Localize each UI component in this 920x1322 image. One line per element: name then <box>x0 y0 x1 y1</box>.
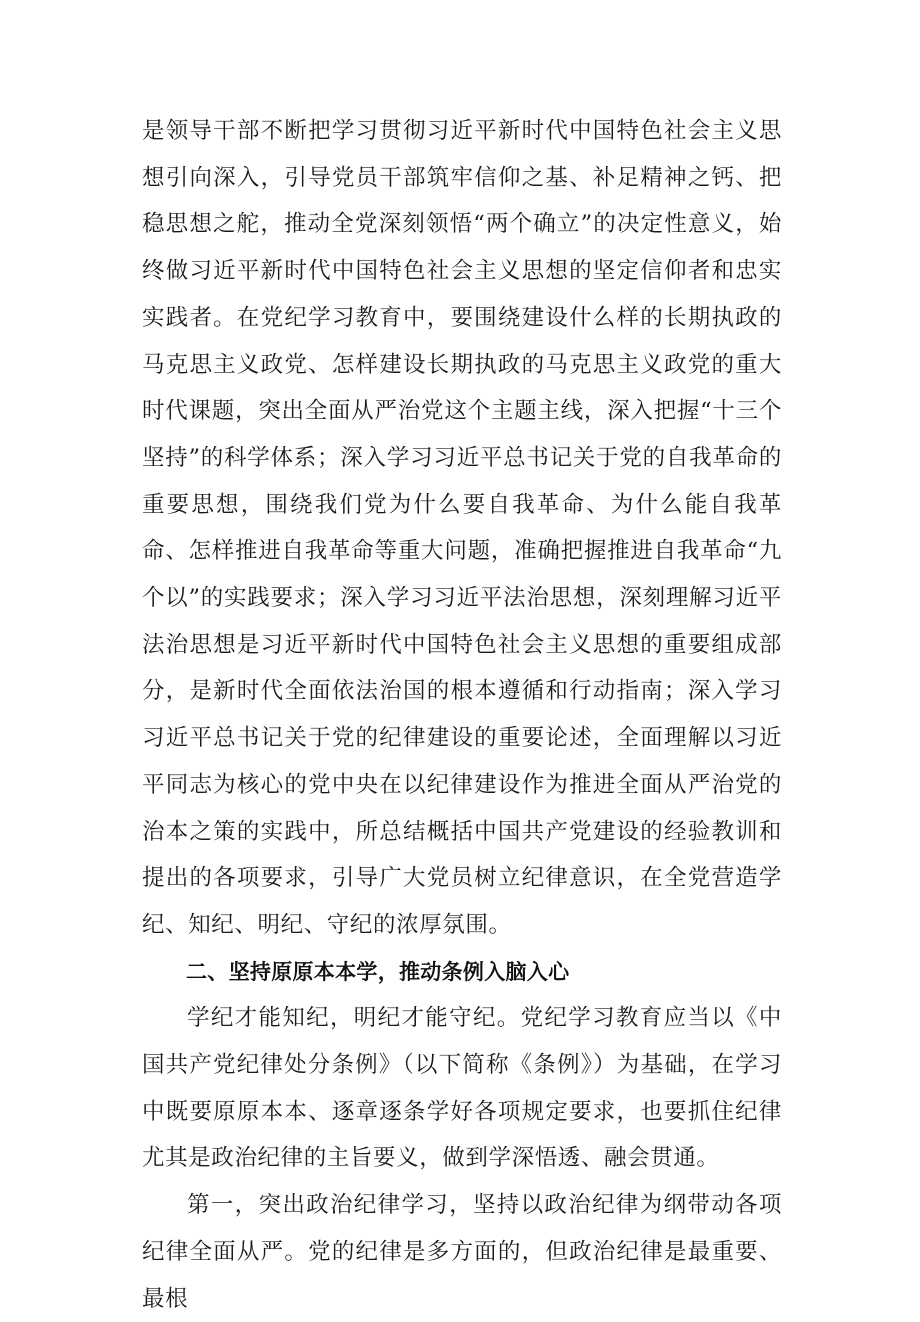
paragraph: 第一，突出政治纪律学习，坚持以政治纪律为纲带动各项纪律全面从严。党的纪律是多方面的，但政治纪律是最重要、最根 <box>142 1192 782 1312</box>
document-body <box>142 108 782 1322</box>
paragraph-continued: 是领导干部不断把学习贯彻习近平新时代中国特色社会主义思想引向深入，引导党员干部筑牢信仰之基、补足精神之钙、把稳思想之舵，推动全党深刻领悟“两个确立”的决定性意义，始终做习近平新时代中国特色社会主义思想的坚定信仰者和忠实实践者。在党纪学习教育中，要围绕建设什么样的长期执政的马克思主义政党、怎样建设长期执政的马克思主义政党的重大时代课题，突出全面从严治党这个主题主线，深入把握“十三个坚持”的科学体系；深入学习习近平总书记关于党的自我革命的重要思想，围绕我们党为什么要自我革命、为什么能自我革命、怎样推进自我革命等重大问题，准确把握推进自我革命“九个以”的实践要求；深入学习习近平法治思想，深刻理解习近平法治思想是习近平新时代中国特色社会主义思想的重要组成部分，是新时代全面依法治国的根本遵循和行动指南；深入学习习近平总书记关于党的纪律建设的重要论述，全面理解以习近平同志为核心的党中央在以纪律建设作为推进全面从严治党的治本之策的实践中，所总结概括中国共产党建设的经验教训和提出的各项要求，引导广大党员树立纪律意识，在全党营造学纪、知纪、明纪、守纪的浓厚氛围。 <box>142 118 782 938</box>
section-heading: 二、坚持原原本本学，推动条例入脑入心 <box>186 959 570 984</box>
paragraph: 学纪才能知纪，明纪才能守纪。党纪学习教育应当以《中国共产党纪律处分条例》（以下简称《条例》）为基础，在学习中既要原原本本、逐章逐条学好各项规定要求，也要抓住纪律尤其是政治纪律的主旨要义，做到学深悟透、融会贯通。 <box>142 1005 782 1172</box>
